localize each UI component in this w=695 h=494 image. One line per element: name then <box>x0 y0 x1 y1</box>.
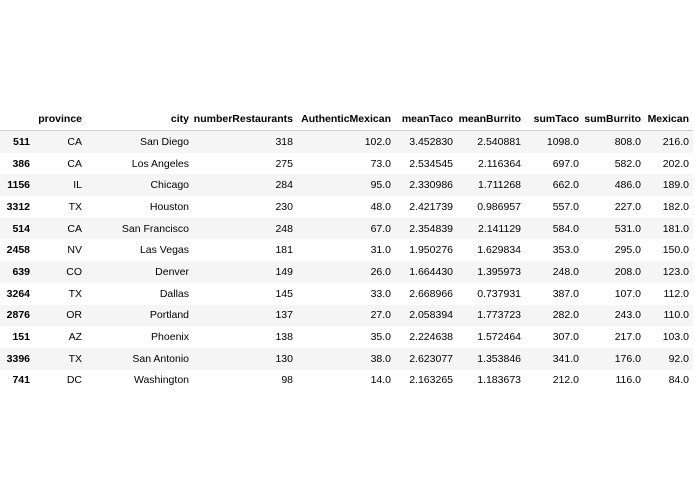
table-cell: 103.0 <box>662 331 689 344</box>
table-cell: 189.0 <box>662 179 689 192</box>
table-cell: CO <box>66 265 82 278</box>
table-cell: 662.0 <box>552 179 579 192</box>
table-cell: IL <box>73 179 82 192</box>
row-index: 3396 <box>6 352 30 365</box>
table-row <box>0 261 693 283</box>
table-cell: 145 <box>275 287 293 300</box>
table-cell: 1.711268 <box>477 179 521 192</box>
table-cell: 1.183673 <box>477 374 521 386</box>
table-cell: 150.0 <box>662 244 689 257</box>
table-cell: 353.0 <box>552 244 579 257</box>
dataframe-output <box>0 108 695 386</box>
column-header-sumburrito: sumBurrito <box>583 108 645 131</box>
table-cell: 110.0 <box>663 309 689 322</box>
table-cell: 107.0 <box>614 287 641 300</box>
table-row <box>0 283 693 305</box>
table-cell: Denver <box>155 265 189 278</box>
row-index: 2458 <box>6 244 30 257</box>
row-index: 639 <box>12 265 30 278</box>
table-cell: 2.141129 <box>477 222 521 235</box>
table-cell: 26.0 <box>370 265 391 278</box>
table-cell: 2.421739 <box>409 200 453 213</box>
table-cell: 248.0 <box>552 265 579 278</box>
table-cell: 38.0 <box>370 352 391 365</box>
table-cell: Las Vegas <box>139 244 189 257</box>
table-cell: 116.0 <box>615 374 641 386</box>
row-index: 3312 <box>6 200 30 213</box>
column-header-meantaco: meanTaco <box>395 108 457 131</box>
row-index: 1156 <box>7 179 30 192</box>
row-index: 511 <box>13 135 30 148</box>
table-cell: 182.0 <box>662 200 689 213</box>
table-cell: 84.0 <box>668 374 689 386</box>
table-cell: Los Angeles <box>131 157 189 170</box>
table-cell: 130 <box>275 352 293 365</box>
table-cell: 31.0 <box>370 244 391 257</box>
table-header <box>0 108 693 131</box>
column-header-numberrestaurants: numberRestaurants <box>193 108 297 131</box>
table-cell: Dallas <box>159 287 189 300</box>
table-body <box>0 131 693 387</box>
table-cell: 123.0 <box>662 265 689 278</box>
table-cell: 27.0 <box>370 309 391 322</box>
table-cell: 284 <box>275 179 293 192</box>
table-row <box>0 153 693 175</box>
column-header-sumtaco: sumTaco <box>525 108 583 131</box>
table-row <box>0 196 693 218</box>
table-cell: 808.0 <box>614 135 641 148</box>
table-cell: 387.0 <box>552 287 579 300</box>
table-cell: 181.0 <box>662 222 689 235</box>
table-cell: Portland <box>149 309 189 322</box>
table-cell: 112.0 <box>663 287 689 300</box>
table-cell: 217.0 <box>614 331 641 344</box>
table-cell: 2.354839 <box>409 222 453 235</box>
table-cell: 2.058394 <box>409 309 453 322</box>
table-cell: 282.0 <box>552 309 579 322</box>
table-cell: 212.0 <box>552 374 579 386</box>
column-header-mexican: Mexican <box>645 108 693 131</box>
table-cell: 14.0 <box>370 374 391 386</box>
table-row <box>0 218 693 240</box>
row-index: 3264 <box>6 287 30 300</box>
table-cell: 1.395973 <box>477 265 521 278</box>
table-cell: 137 <box>275 309 293 322</box>
table-cell: TX <box>68 287 82 300</box>
table-cell: 295.0 <box>614 244 641 257</box>
table-cell: 0.737931 <box>477 287 521 300</box>
table-cell: Phoenix <box>151 331 189 344</box>
table-cell: 227.0 <box>614 200 641 213</box>
table-cell: NV <box>67 244 82 257</box>
row-index: 2876 <box>6 309 30 322</box>
table-cell: 275 <box>275 157 293 170</box>
table-cell: 35.0 <box>370 331 391 344</box>
table-row <box>0 305 693 327</box>
table-cell: 2.116364 <box>477 157 521 170</box>
table-cell: 2.540881 <box>477 135 521 148</box>
column-header-meanburrito: meanBurrito <box>457 108 525 131</box>
table-cell: 73.0 <box>370 157 391 170</box>
index-column-header <box>0 108 34 131</box>
table-cell: 582.0 <box>614 157 641 170</box>
table-cell: 48.0 <box>370 200 391 213</box>
table-cell: Washington <box>133 374 189 386</box>
table-cell: 697.0 <box>552 157 579 170</box>
table-cell: 318 <box>275 135 293 148</box>
table-cell: 248 <box>275 222 293 235</box>
table-cell: 307.0 <box>552 331 579 344</box>
table-cell: 1.664430 <box>409 265 453 278</box>
table-row <box>0 174 693 196</box>
table-cell: 2.163265 <box>409 374 453 386</box>
table-cell: 3.452830 <box>409 135 453 148</box>
table-cell: 1098.0 <box>546 135 579 148</box>
table-cell: 176.0 <box>614 352 641 365</box>
table-row <box>0 370 693 386</box>
table-cell: San Antonio <box>132 352 189 365</box>
table-cell: 1.773723 <box>477 309 521 322</box>
table-cell: 557.0 <box>552 200 579 213</box>
table-cell: 1.353846 <box>477 352 521 365</box>
column-header-province: province <box>34 108 86 131</box>
table-row <box>0 239 693 261</box>
table-cell: Houston <box>149 200 189 213</box>
header-row <box>0 108 693 131</box>
table-cell: 1.572464 <box>477 331 521 344</box>
table-cell: 92.0 <box>668 352 689 365</box>
table-cell: 208.0 <box>614 265 641 278</box>
table-cell: 1.950276 <box>409 244 453 257</box>
table-cell: 33.0 <box>370 287 391 300</box>
row-index: 386 <box>12 157 30 170</box>
table-cell: 202.0 <box>662 157 689 170</box>
table-cell: 2.623077 <box>409 352 453 365</box>
table-cell: CA <box>67 222 82 235</box>
table-cell: 102.0 <box>364 135 391 148</box>
dataframe-table <box>0 108 693 386</box>
table-cell: 2.668966 <box>409 287 453 300</box>
row-index: 151 <box>12 331 30 344</box>
table-cell: San Francisco <box>121 222 189 235</box>
table-cell: 67.0 <box>370 222 391 235</box>
table-cell: 181 <box>275 244 293 257</box>
table-cell: 486.0 <box>614 179 641 192</box>
table-cell: 98 <box>281 374 293 386</box>
table-cell: San Diego <box>139 135 189 148</box>
table-cell: 2.534545 <box>409 157 453 170</box>
table-row <box>0 326 693 348</box>
table-row <box>0 348 693 370</box>
table-cell: 230 <box>275 200 293 213</box>
table-cell: CA <box>67 135 82 148</box>
row-index: 741 <box>12 374 30 386</box>
table-cell: 0.986957 <box>477 200 521 213</box>
table-cell: Chicago <box>150 179 189 192</box>
table-cell: 341.0 <box>552 352 579 365</box>
table-cell: 243.0 <box>614 309 641 322</box>
table-cell: TX <box>68 200 82 213</box>
row-index: 514 <box>12 222 30 235</box>
table-cell: 2.330986 <box>409 179 453 192</box>
table-row <box>0 131 693 153</box>
table-cell: OR <box>66 309 82 322</box>
table-cell: 531.0 <box>614 222 641 235</box>
table-cell: 1.629834 <box>477 244 521 257</box>
table-cell: AZ <box>68 331 82 344</box>
table-cell: TX <box>68 352 82 365</box>
column-header-city: city <box>86 108 193 131</box>
table-cell: 95.0 <box>370 179 391 192</box>
table-cell: 149 <box>275 265 293 278</box>
table-cell: 584.0 <box>552 222 579 235</box>
table-cell: 216.0 <box>662 135 689 148</box>
table-cell: CA <box>67 157 82 170</box>
table-cell: 138 <box>275 331 293 344</box>
table-cell: DC <box>66 374 82 386</box>
table-cell: 2.224638 <box>409 331 453 344</box>
column-header-authenticmexican: AuthenticMexican <box>297 108 395 131</box>
